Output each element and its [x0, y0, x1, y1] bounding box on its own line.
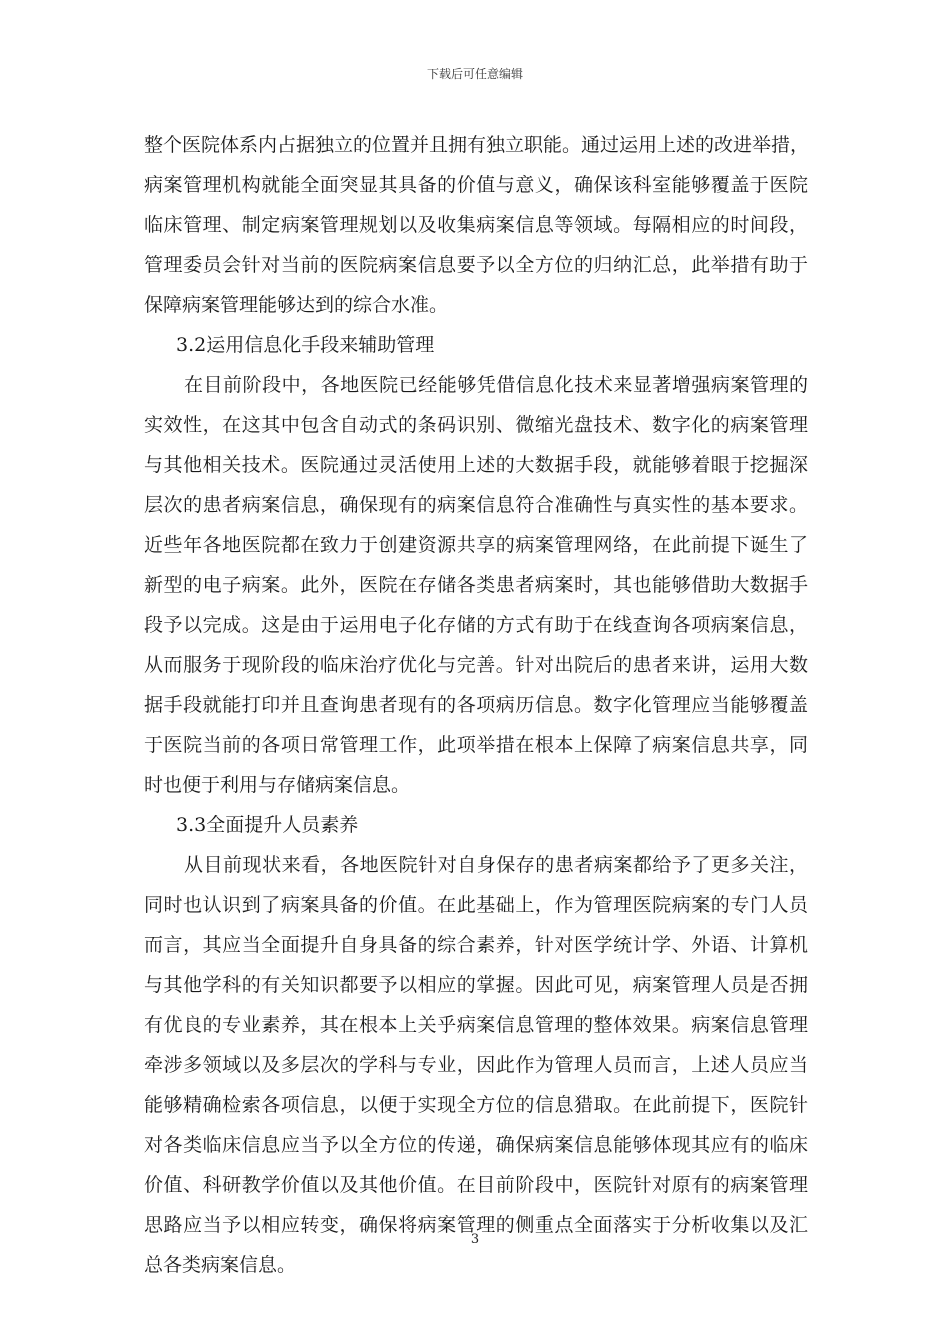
text-line: 对各类临床信息应当予以全方位的传递，确保病案信息能够体现其应有的临床	[144, 1134, 808, 1156]
paragraph	[144, 125, 808, 325]
text-line: 病案管理机构就能全面突显其具备的价值与意义，确保该科室能够覆盖于医院	[144, 174, 808, 196]
text-line: 新型的电子病案。此外，医院在存储各类患者病案时，其也能够借助大数据手	[144, 574, 808, 596]
text-line: 实效性，在这其中包含自动式的条码识别、微缩光盘技术、数字化的病案管理	[144, 414, 808, 436]
text-line: 段予以完成。这是由于运用电子化存储的方式有助于在线查询各项病案信息，	[144, 614, 808, 636]
section-heading: 3.3全面提升人员素养	[176, 814, 359, 836]
text-line: 管理委员会针对当前的医院病案信息要予以全方位的归纳汇总，此举措有助于	[144, 254, 808, 276]
text-line: 从目前现状来看，各地医院针对自身保存的患者病案都给予了更多关注，	[184, 854, 808, 876]
text-line: 保障病案管理能够达到的综合水准。	[144, 294, 449, 316]
text-line: 整个医院体系内占据独立的位置并且拥有独立职能。通过运用上述的改进举措，	[144, 134, 810, 156]
text-line: 时也便于利用与存储病案信息。	[144, 774, 411, 796]
text-line: 能够精确检索各项信息，以便于实现全方位的信息猎取。在此前提下，医院针	[144, 1094, 808, 1116]
document-body	[144, 125, 808, 1285]
text-line: 同时也认识到了病案具备的价值。在此基础上，作为管理医院病案的专门人员	[144, 894, 808, 916]
text-line: 有优良的专业素养，其在根本上关乎病案信息管理的整体效果。病案信息管理	[144, 1014, 808, 1036]
section-heading: 3.2运用信息化手段来辅助管理	[176, 334, 435, 356]
page-number: 3	[470, 1232, 480, 1247]
paragraph	[144, 845, 808, 1285]
text-line: 在目前阶段中，各地医院已经能够凭借信息化技术来显著增强病案管理的	[184, 374, 808, 396]
text-line: 临床管理、制定病案管理规划以及收集病案信息等领域。每隔相应的时间段，	[144, 214, 808, 236]
text-line: 与其他相关技术。医院通过灵活使用上述的大数据手段，就能够着眼于挖掘深	[144, 454, 808, 476]
paragraph	[144, 365, 808, 805]
text-line: 从而服务于现阶段的临床治疗优化与完善。针对出院后的患者来讲，运用大数	[144, 654, 808, 676]
text-line: 与其他学科的有关知识都要予以相应的掌握。因此可见，病案管理人员是否拥	[144, 974, 808, 996]
text-line: 而言，其应当全面提升自身具备的综合素养，针对医学统计学、外语、计算机	[144, 934, 808, 956]
text-line: 总各类病案信息。	[144, 1254, 297, 1276]
text-line: 于医院当前的各项日常管理工作，此项举措在根本上保障了病案信息共享，同	[144, 734, 808, 756]
text-line: 思路应当予以相应转变，确保将病案管理的侧重点全面落实于分析收集以及汇	[144, 1214, 808, 1236]
text-line: 层次的患者病案信息，确保现有的病案信息符合准确性与真实性的基本要求。	[144, 494, 808, 516]
page-header: 下载后可任意编辑	[426, 67, 523, 81]
text-line: 近些年各地医院都在致力于创建资源共享的病案管理网络，在此前提下诞生了	[144, 534, 808, 556]
text-line: 价值、科研教学价值以及其他价值。在目前阶段中，医院针对原有的病案管理	[144, 1174, 808, 1196]
text-line: 据手段就能打印并且查询患者现有的各项病历信息。数字化管理应当能够覆盖	[144, 694, 808, 716]
text-line: 牵涉多领域以及多层次的学科与专业，因此作为管理人员而言，上述人员应当	[144, 1054, 808, 1076]
